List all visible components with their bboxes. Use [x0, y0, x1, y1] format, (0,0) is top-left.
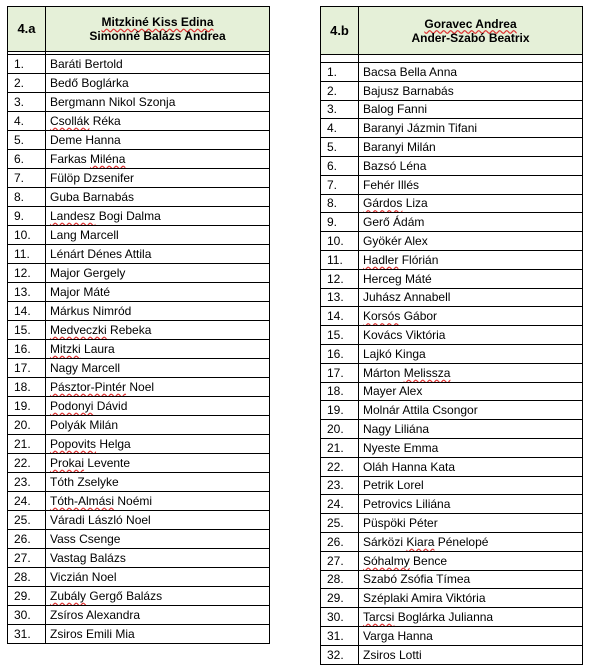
- table-row: [8, 321, 270, 340]
- table-row: [8, 397, 270, 416]
- student-name: Márkus Nimród: [46, 302, 270, 321]
- class-4a-teacher-1: Mitzkiné Kiss Edina: [101, 15, 214, 29]
- row-number: 9.: [8, 207, 46, 226]
- class-4a-label: 4.a: [17, 21, 36, 36]
- student-name: Kovács Viktória: [359, 326, 583, 345]
- row-number: 23.: [8, 473, 46, 492]
- name-word: Prokai: [50, 456, 85, 470]
- student-name: Lénárt Dénes Attila: [46, 245, 270, 264]
- student-name: Nagy Marcell: [46, 359, 270, 378]
- student-name: [359, 532, 583, 551]
- row-number: 15.: [8, 321, 46, 340]
- row-number: 16.: [321, 344, 359, 363]
- student-name: Nyeste Emma: [359, 438, 583, 457]
- name-word: Balázs: [126, 589, 163, 603]
- name-word: Tarcsi: [363, 610, 395, 624]
- table-row: [321, 307, 583, 326]
- name-word: Pénelopé: [437, 534, 489, 549]
- name-word: Julianna: [448, 610, 494, 624]
- row-number: 16.: [8, 340, 46, 359]
- student-name: Juhász Annabell: [359, 288, 583, 307]
- name-word: Rebeka: [110, 323, 152, 337]
- table-row: [321, 250, 583, 269]
- table-row: [321, 63, 583, 82]
- student-name: [46, 435, 270, 454]
- table-row: [321, 326, 583, 345]
- student-name: Zsiros Lotti: [359, 645, 583, 664]
- row-number: 14.: [321, 307, 359, 326]
- class-4b-table: [320, 6, 583, 665]
- student-name: [359, 608, 583, 627]
- name-word: Boglárka: [397, 610, 446, 624]
- table-row: [8, 226, 270, 245]
- student-name: Molnár Attila Csongor: [359, 401, 583, 420]
- student-name: Zsiros Emili Mia: [46, 625, 270, 644]
- student-name: Vass Csenge: [46, 530, 270, 549]
- student-name: Bacsa Bella Anna: [359, 63, 583, 82]
- row-number: 28.: [8, 568, 46, 587]
- table-row: [321, 344, 583, 363]
- name-word: Hanna: [397, 628, 433, 643]
- table-row: [321, 363, 583, 382]
- spacer-cell: [321, 55, 359, 63]
- student-name: Fülöp Dzsenifer: [46, 169, 270, 188]
- table-row: [321, 645, 583, 664]
- row-number: 26.: [321, 532, 359, 551]
- row-number: 26.: [8, 530, 46, 549]
- table-row: [8, 530, 270, 549]
- table-row: [8, 625, 270, 644]
- table-row: [321, 194, 583, 213]
- row-number: 22.: [8, 454, 46, 473]
- table-row: [321, 119, 583, 138]
- name-word: Melissza: [403, 365, 451, 380]
- row-number: 29.: [8, 587, 46, 606]
- table-row: [321, 438, 583, 457]
- table-row: [8, 340, 270, 359]
- name-word: Márton: [363, 365, 401, 380]
- table-row: [321, 532, 583, 551]
- row-number: 31.: [321, 626, 359, 645]
- student-name: [46, 321, 270, 340]
- table-row: [321, 457, 583, 476]
- name-word: Pásztor-Pintér: [50, 380, 127, 394]
- student-name: Deme Hanna: [46, 131, 270, 150]
- table-row: [8, 302, 270, 321]
- row-number: 29.: [321, 589, 359, 608]
- name-word: Medveczki: [50, 323, 107, 337]
- table-row: [321, 514, 583, 533]
- student-name: [359, 551, 583, 570]
- class-4a-teacher-2: Simonné Balázs Andrea: [89, 29, 226, 43]
- row-number: 27.: [8, 549, 46, 568]
- table-row: [8, 606, 270, 625]
- table-row: [321, 420, 583, 439]
- row-number: 13.: [321, 288, 359, 307]
- class-4b-teachers-cell: [359, 7, 583, 55]
- row-number: 6.: [8, 150, 46, 169]
- row-number: 20.: [321, 420, 359, 439]
- row-number: 18.: [321, 382, 359, 401]
- row-number: 3.: [8, 93, 46, 112]
- row-number: 12.: [321, 269, 359, 288]
- class-4b-teacher-2: Ander-Szabó Beatrix: [411, 30, 530, 45]
- row-number: 24.: [321, 495, 359, 514]
- student-name: [46, 587, 270, 606]
- name-word: Liza: [405, 196, 428, 211]
- row-number: 8.: [8, 188, 46, 207]
- name-word: Bence: [413, 553, 448, 568]
- row-number: 20.: [8, 416, 46, 435]
- table-row: [321, 608, 583, 627]
- row-number: 21.: [8, 435, 46, 454]
- name-word: Dávid: [96, 399, 128, 413]
- name-word: Gergő: [89, 589, 123, 603]
- table-row: [8, 568, 270, 587]
- table-row: [8, 150, 270, 169]
- student-name: Herceg Máté: [359, 269, 583, 288]
- row-number: 1.: [321, 63, 359, 82]
- student-name: [46, 112, 270, 131]
- student-name: Váradi László Noel: [46, 511, 270, 530]
- table-row: [8, 245, 270, 264]
- row-number: 24.: [8, 492, 46, 511]
- table-row: [8, 169, 270, 188]
- row-number: 30.: [8, 606, 46, 625]
- student-name: Major Máté: [46, 283, 270, 302]
- student-name: Gerő Ádám: [359, 213, 583, 232]
- table-row: [8, 74, 270, 93]
- name-word: Bogi: [98, 209, 123, 223]
- table-row: [8, 587, 270, 606]
- table-row: [8, 454, 270, 473]
- student-name: Széplaki Amira Viktória: [359, 589, 583, 608]
- row-number: 17.: [321, 363, 359, 382]
- student-name: Baráti Bertold: [46, 55, 270, 74]
- student-name: [359, 100, 583, 119]
- row-number: 25.: [8, 511, 46, 530]
- student-name: Tóth Zselyke: [46, 473, 270, 492]
- student-name: [46, 150, 270, 169]
- table-row: [8, 492, 270, 511]
- student-name: Nagy Liliána: [359, 420, 583, 439]
- student-name: [359, 626, 583, 645]
- row-number: 4.: [321, 119, 359, 138]
- table-row: [321, 175, 583, 194]
- name-word: Popovits: [50, 437, 97, 451]
- name-word: Sóhalmy: [363, 553, 410, 568]
- student-name: Püspöki Péter: [359, 514, 583, 533]
- class-4b-teacher-1: Goravec Andrea: [424, 16, 517, 31]
- name-word: Levente: [87, 456, 131, 470]
- table-row: [8, 435, 270, 454]
- row-number: 23.: [321, 476, 359, 495]
- table-row: [8, 93, 270, 112]
- row-number: 6.: [321, 156, 359, 175]
- name-word: Varga: [363, 628, 395, 643]
- table-row: [8, 55, 270, 74]
- row-number: 21.: [321, 438, 359, 457]
- table-row: [321, 232, 583, 251]
- name-word: Dalma: [126, 209, 161, 223]
- student-name: Vastag Balázs: [46, 549, 270, 568]
- row-number: 31.: [8, 625, 46, 644]
- student-name: Mayer Alex: [359, 382, 583, 401]
- student-name: [46, 492, 270, 511]
- row-number: 12.: [8, 264, 46, 283]
- student-name: Bazsó Léna: [359, 156, 583, 175]
- class-4b-header-row: [321, 7, 583, 55]
- name-word: Zubály: [50, 589, 87, 603]
- table-row: [321, 589, 583, 608]
- table-row: [321, 401, 583, 420]
- student-name: [46, 397, 270, 416]
- student-name: Fehér Illés: [359, 175, 583, 194]
- name-word: Noémi: [117, 494, 153, 508]
- student-name: [46, 454, 270, 473]
- class-4b-label: 4.b: [330, 22, 349, 38]
- student-name: [46, 378, 270, 397]
- student-name: Zsíros Alexandra: [46, 606, 270, 625]
- student-name: [359, 307, 583, 326]
- table-row: [8, 283, 270, 302]
- student-name: Lajkó Kinga: [359, 344, 583, 363]
- table-row: [8, 473, 270, 492]
- student-name: Gyökér Alex: [359, 232, 583, 251]
- student-name: Petrovics Liliána: [359, 495, 583, 514]
- class-4a-teachers-cell: [46, 7, 270, 52]
- row-number: 9.: [321, 213, 359, 232]
- name-word: Korsós: [363, 309, 401, 324]
- row-number: 19.: [8, 397, 46, 416]
- table-row: [321, 138, 583, 157]
- name-word: Laura: [84, 342, 115, 356]
- table-row: [8, 207, 270, 226]
- student-name: Polyák Milán: [46, 416, 270, 435]
- class-4a-label-cell: [8, 7, 46, 52]
- class-4b-spacer-row: [321, 55, 583, 63]
- row-number: 7.: [321, 175, 359, 194]
- row-number: 18.: [8, 378, 46, 397]
- table-row: [321, 269, 583, 288]
- row-number: 19.: [321, 401, 359, 420]
- row-number: 7.: [8, 169, 46, 188]
- table-row: [8, 378, 270, 397]
- student-name: Baranyi Jázmin Tifani: [359, 119, 583, 138]
- row-number: 8.: [321, 194, 359, 213]
- row-number: 17.: [8, 359, 46, 378]
- name-word: Hadler: [363, 252, 399, 267]
- table-row: [321, 382, 583, 401]
- table-row: [8, 112, 270, 131]
- row-number: 11.: [8, 245, 46, 264]
- row-number: 5.: [321, 138, 359, 157]
- student-name: [46, 207, 270, 226]
- row-number: 11.: [321, 250, 359, 269]
- row-number: 2.: [321, 81, 359, 100]
- student-name: Lang Marcell: [46, 226, 270, 245]
- name-word: Landesz: [50, 209, 96, 223]
- name-word: Flórián: [401, 252, 439, 267]
- student-name: Guba Barnabás: [46, 188, 270, 207]
- table-row: [321, 81, 583, 100]
- name-word: Helga: [99, 437, 131, 451]
- row-number: 25.: [321, 514, 359, 533]
- row-number: 32.: [321, 645, 359, 664]
- name-word: Balog: [363, 102, 394, 117]
- row-number: 28.: [321, 570, 359, 589]
- student-name: Oláh Hanna Kata: [359, 457, 583, 476]
- table-row: [321, 288, 583, 307]
- name-word: Csollák: [50, 114, 90, 128]
- table-row: [321, 156, 583, 175]
- row-number: 22.: [321, 457, 359, 476]
- student-name: Szabó Zsófia Tímea: [359, 570, 583, 589]
- name-word: Tóth-Almási: [50, 494, 115, 508]
- student-name: Petrik Lorel: [359, 476, 583, 495]
- table-row: [8, 549, 270, 568]
- name-word: Fanni: [397, 102, 428, 117]
- table-row: [8, 264, 270, 283]
- row-number: 10.: [321, 232, 359, 251]
- table-row: [321, 626, 583, 645]
- name-word: Podonyi: [50, 399, 94, 413]
- student-name: [359, 250, 583, 269]
- row-number: 5.: [8, 131, 46, 150]
- student-name: [359, 194, 583, 213]
- row-number: 4.: [8, 112, 46, 131]
- table-row: [8, 511, 270, 530]
- row-number: 2.: [8, 74, 46, 93]
- name-word: Gábor: [403, 309, 438, 324]
- student-name: Baranyi Milán: [359, 138, 583, 157]
- row-number: 10.: [8, 226, 46, 245]
- table-row: [8, 416, 270, 435]
- name-word: Réka: [92, 114, 121, 128]
- class-4a-table: [7, 6, 270, 644]
- student-name: Major Gergely: [46, 264, 270, 283]
- student-name: Bergmann Nikol Szonja: [46, 93, 270, 112]
- row-number: 15.: [321, 326, 359, 345]
- row-number: 14.: [8, 302, 46, 321]
- student-name: [359, 363, 583, 382]
- spacer-cell: [359, 55, 583, 63]
- table-row: [321, 495, 583, 514]
- table-row: [321, 551, 583, 570]
- name-word: Sárközi: [363, 534, 404, 549]
- name-word: Mitzki: [50, 342, 81, 356]
- table-row: [321, 213, 583, 232]
- name-word: Gárdos: [363, 196, 403, 211]
- class-4a-header-row: [8, 7, 270, 52]
- student-name: Bedő Boglárka: [46, 74, 270, 93]
- table-row: [8, 188, 270, 207]
- name-word: Farkas: [50, 152, 87, 166]
- student-name: Bajusz Barnabás: [359, 81, 583, 100]
- table-row: [321, 100, 583, 119]
- row-number: 27.: [321, 551, 359, 570]
- student-name: [46, 340, 270, 359]
- table-row: [8, 359, 270, 378]
- name-word: Kiara: [406, 534, 435, 549]
- row-number: 1.: [8, 55, 46, 74]
- table-row: [8, 131, 270, 150]
- name-word: Miléna: [90, 152, 126, 166]
- row-number: 3.: [321, 100, 359, 119]
- name-word: Noel: [129, 380, 155, 394]
- student-name: Viczián Noel: [46, 568, 270, 587]
- row-number: 30.: [321, 608, 359, 627]
- table-row: [321, 570, 583, 589]
- table-row: [321, 476, 583, 495]
- class-4b-label-cell: [321, 7, 359, 55]
- row-number: 13.: [8, 283, 46, 302]
